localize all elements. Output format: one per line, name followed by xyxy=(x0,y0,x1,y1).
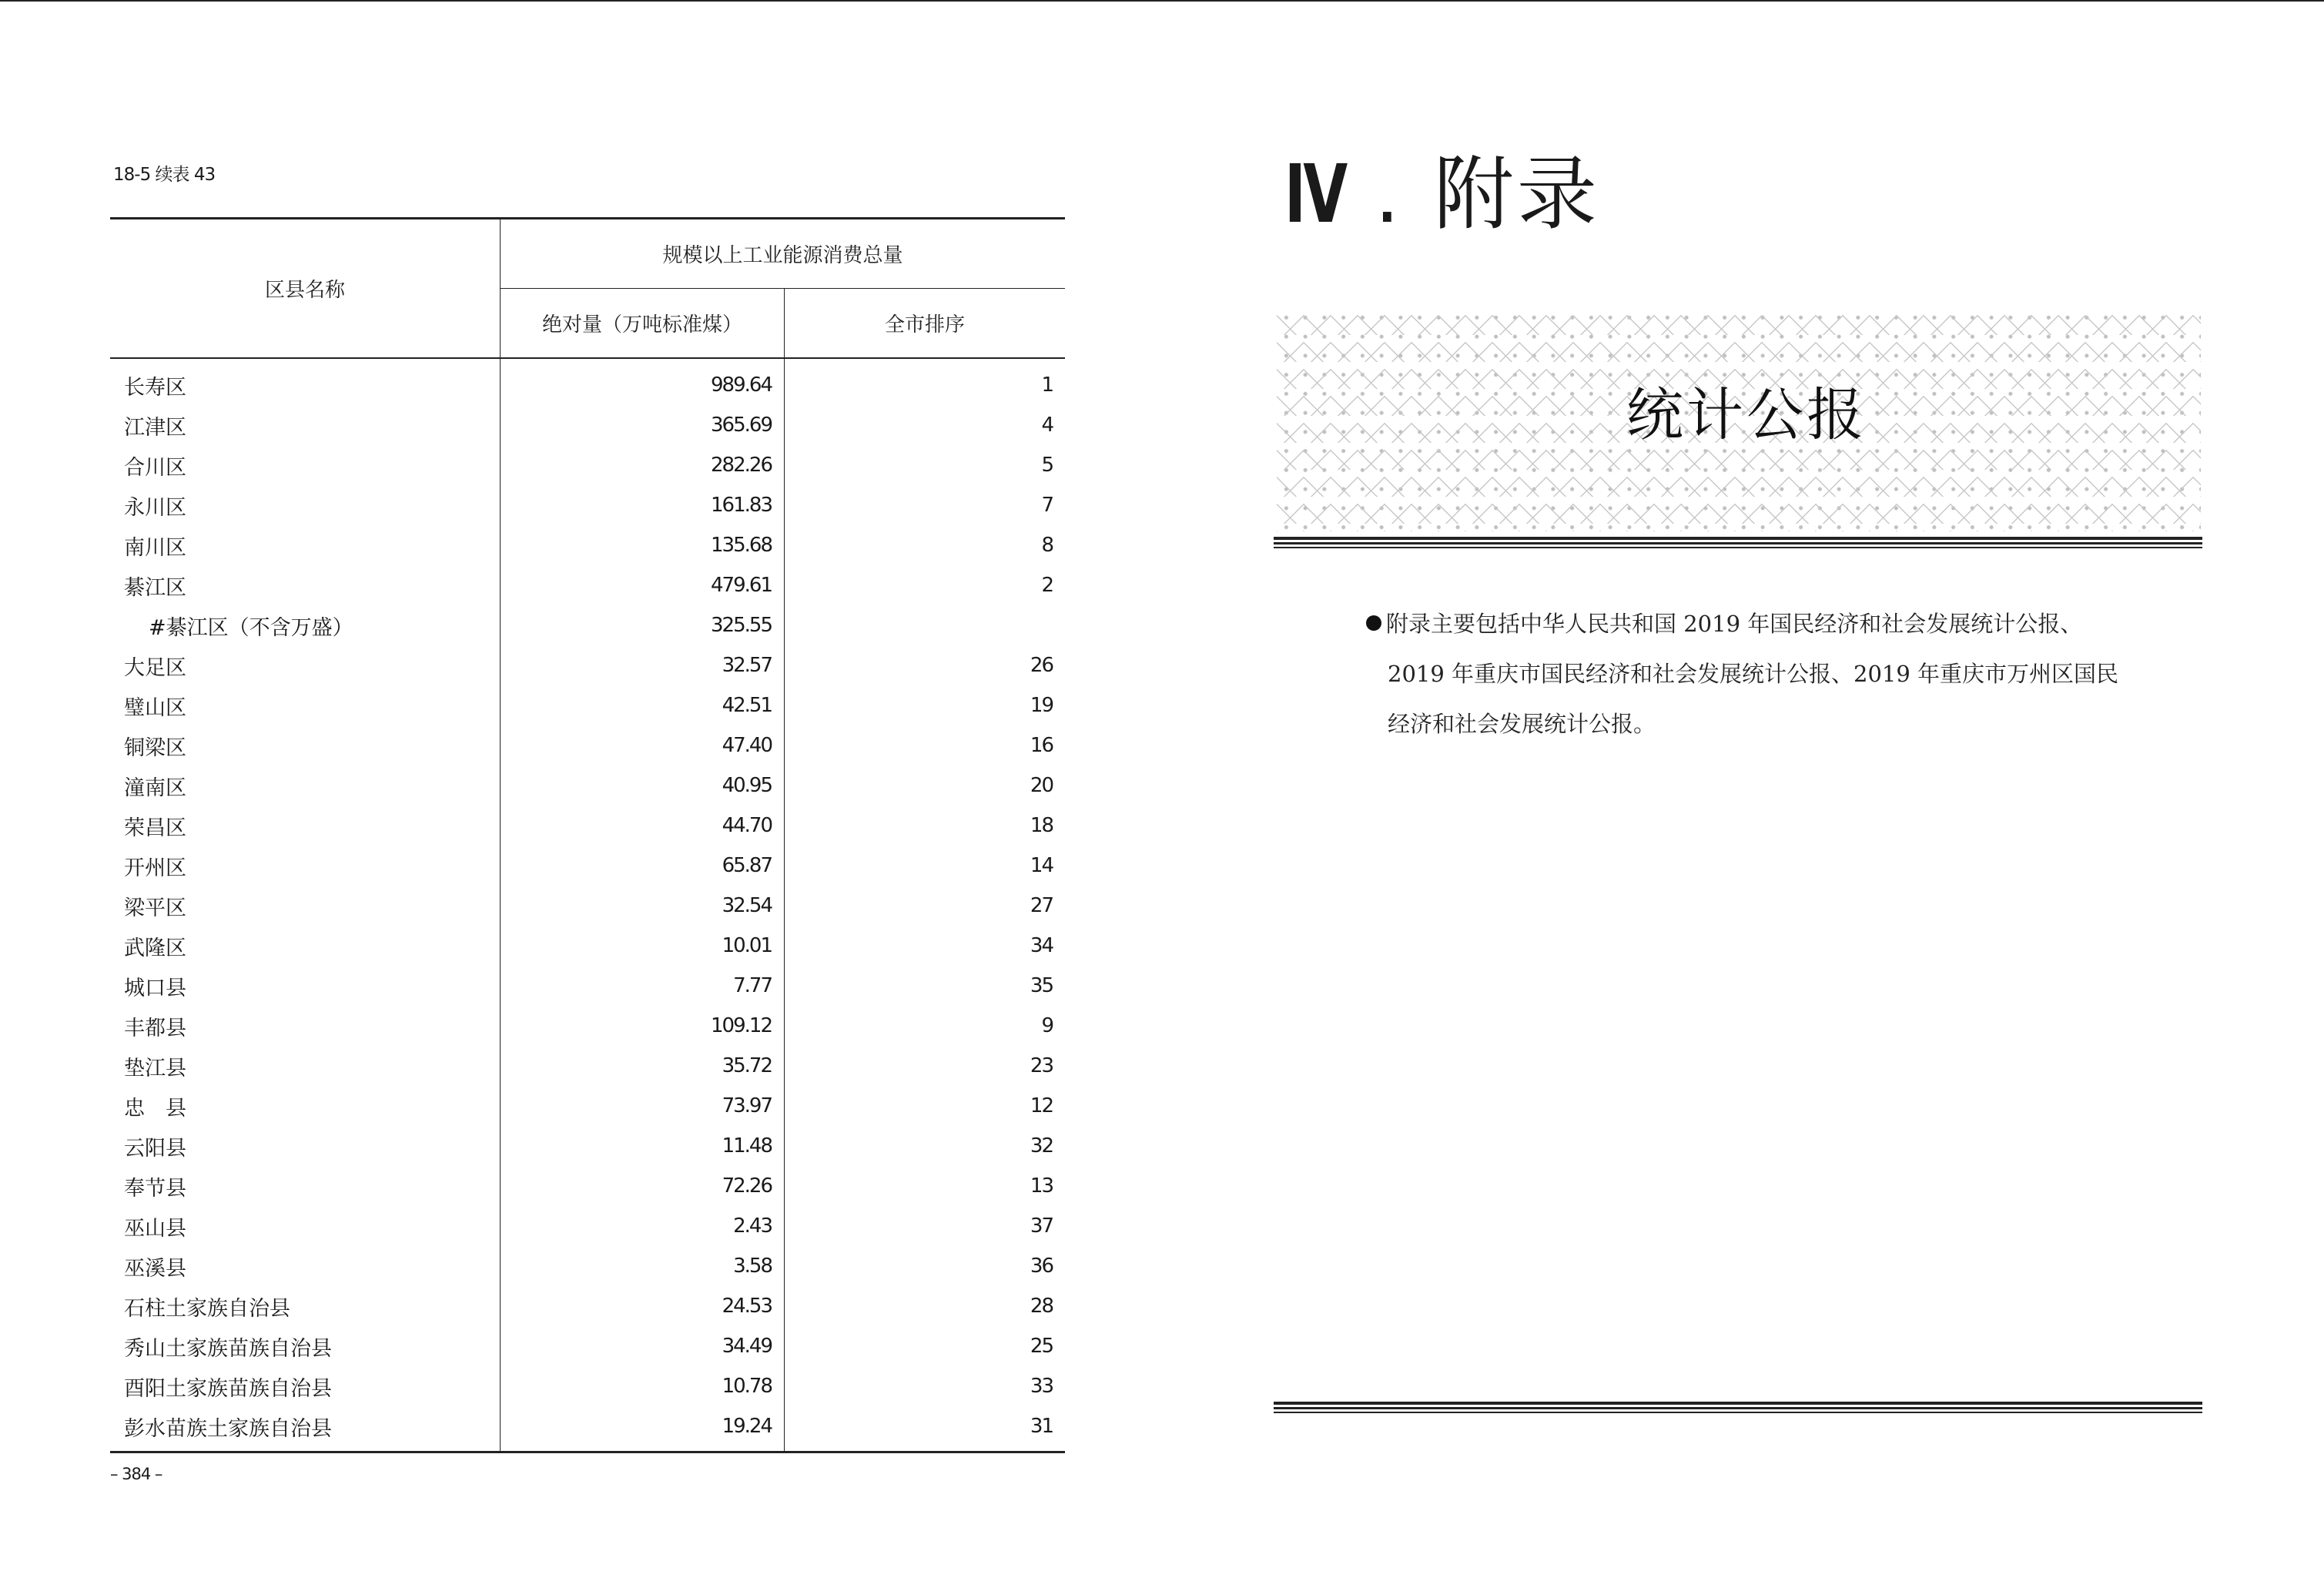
district-name-cell: 酉阳土家族苗族自治县 xyxy=(110,1366,501,1406)
city-rank-cell: 34 xyxy=(1030,934,1053,957)
city-rank-cell: 35 xyxy=(1030,974,1053,997)
banner-title: 统计公报 xyxy=(1626,382,1867,448)
district-name-cell: 开州区 xyxy=(110,846,501,886)
district-name-cell: 永川区 xyxy=(110,485,501,525)
city-rank-cell: 1 xyxy=(1041,374,1053,397)
appendix-note xyxy=(1366,599,2144,749)
district-name-cell: 垫江县 xyxy=(110,1046,501,1086)
district-name-cell: 长寿区 xyxy=(110,358,501,405)
banner-bottom-rule xyxy=(1274,537,2202,548)
district-name-cell: 合川区 xyxy=(110,445,501,485)
city-rank-cell: 36 xyxy=(1030,1255,1053,1278)
table-row xyxy=(110,1286,1065,1326)
city-rank-cell: 19 xyxy=(1030,694,1053,717)
table-row xyxy=(110,1006,1065,1046)
city-rank-cell: 33 xyxy=(1030,1375,1053,1398)
table-row xyxy=(110,405,1065,445)
district-name-cell: 奉节县 xyxy=(110,1166,501,1206)
section-dot: . xyxy=(1374,147,1403,241)
city-rank-cell: 4 xyxy=(1041,414,1053,437)
table-row xyxy=(110,1366,1065,1406)
absolute-value-cell: 3.58 xyxy=(501,1246,785,1286)
table-row xyxy=(110,1086,1065,1126)
absolute-value-cell: 2.43 xyxy=(501,1206,785,1246)
city-rank-cell: 18 xyxy=(1030,814,1053,837)
table-caption: 18-5 续表 43 xyxy=(113,165,216,185)
table-row xyxy=(110,1406,1065,1452)
city-rank-cell: 32 xyxy=(1030,1134,1053,1157)
district-name-cell: 巫溪县 xyxy=(110,1246,501,1286)
section-numeral: Ⅳ xyxy=(1284,147,1340,241)
district-name-cell: 南川区 xyxy=(110,525,501,565)
city-rank-cell: 5 xyxy=(1041,454,1053,477)
city-rank-cell: 13 xyxy=(1030,1174,1053,1198)
absolute-value-cell: 34.49 xyxy=(501,1326,785,1366)
district-name-cell: 璧山区 xyxy=(110,685,501,725)
district-name-cell: 石柱土家族自治县 xyxy=(110,1286,501,1326)
table-row xyxy=(110,1326,1065,1366)
district-name-cell: 綦江区 xyxy=(110,565,501,605)
section-title: 附录 xyxy=(1433,147,1600,241)
absolute-value-cell: 135.68 xyxy=(501,525,785,565)
district-name-cell: 江津区 xyxy=(110,405,501,445)
absolute-value-cell: 32.57 xyxy=(501,645,785,685)
table-row xyxy=(110,846,1065,886)
city-rank-cell: 9 xyxy=(1041,1014,1053,1037)
absolute-value-cell: 72.26 xyxy=(501,1166,785,1206)
absolute-value-cell: 365.69 xyxy=(501,405,785,445)
top-border-line xyxy=(0,0,2324,2)
table-row xyxy=(110,1166,1065,1206)
district-name-cell: #綦江区（不含万盛） xyxy=(110,605,501,645)
absolute-value-cell: 109.12 xyxy=(501,1006,785,1046)
district-name-cell: 铜梁区 xyxy=(110,725,501,766)
table-row xyxy=(110,806,1065,846)
district-name-cell: 丰都县 xyxy=(110,1006,501,1046)
absolute-value-cell: 32.54 xyxy=(501,886,785,926)
banner-pattern-box xyxy=(1277,308,2201,531)
header-city-rank: 全市排序 xyxy=(785,289,1066,359)
table-row xyxy=(110,725,1065,766)
absolute-value-cell: 73.97 xyxy=(501,1086,785,1126)
bullet-icon xyxy=(1366,615,1381,631)
table-row xyxy=(110,445,1065,485)
district-name-cell: 城口县 xyxy=(110,966,501,1006)
absolute-value-cell: 282.26 xyxy=(501,445,785,485)
absolute-value-cell: 161.83 xyxy=(501,485,785,525)
absolute-value-cell: 40.95 xyxy=(501,766,785,806)
district-name-cell: 彭水苗族土家族自治县 xyxy=(110,1406,501,1452)
absolute-value-cell: 65.87 xyxy=(501,846,785,886)
absolute-value-cell: 47.40 xyxy=(501,725,785,766)
absolute-value-cell: 479.61 xyxy=(501,565,785,605)
city-rank-cell: 20 xyxy=(1030,774,1053,797)
table-row xyxy=(110,485,1065,525)
section-heading xyxy=(1284,147,1600,241)
header-district-name: 区县名称 xyxy=(110,219,501,359)
table-body xyxy=(110,358,1065,1452)
table-row xyxy=(110,886,1065,926)
absolute-value-cell: 11.48 xyxy=(501,1126,785,1166)
district-name-cell: 云阳县 xyxy=(110,1126,501,1166)
city-rank-cell: 16 xyxy=(1030,734,1053,757)
table-row xyxy=(110,1046,1065,1086)
header-energy-group: 规模以上工业能源消费总量 xyxy=(501,219,1066,289)
district-name-cell: 武隆区 xyxy=(110,926,501,966)
table-row xyxy=(110,766,1065,806)
city-rank-cell: 37 xyxy=(1030,1214,1053,1238)
district-name-cell: 大足区 xyxy=(110,645,501,685)
table-row xyxy=(110,685,1065,725)
table-row xyxy=(110,926,1065,966)
absolute-value-cell: 19.24 xyxy=(501,1406,785,1452)
table-row xyxy=(110,358,1065,405)
note-line-3: 经济和社会发展统计公报。 xyxy=(1388,711,1656,737)
table-row xyxy=(110,605,1065,645)
absolute-value-cell: 10.78 xyxy=(501,1366,785,1406)
city-rank-cell: 7 xyxy=(1041,494,1053,517)
absolute-value-cell: 35.72 xyxy=(501,1046,785,1086)
district-name-cell: 梁平区 xyxy=(110,886,501,926)
district-name-cell: 潼南区 xyxy=(110,766,501,806)
city-rank-cell: 25 xyxy=(1030,1335,1053,1358)
district-name-cell: 秀山土家族苗族自治县 xyxy=(110,1326,501,1366)
city-rank-cell: 28 xyxy=(1030,1295,1053,1318)
city-rank-cell xyxy=(785,605,1066,645)
energy-consumption-table xyxy=(110,217,1065,1453)
city-rank-cell: 23 xyxy=(1030,1054,1053,1077)
absolute-value-cell: 325.55 xyxy=(501,605,785,645)
header-absolute-value: 绝对量（万吨标准煤） xyxy=(501,289,785,359)
district-name-cell: 巫山县 xyxy=(110,1206,501,1246)
city-rank-cell: 2 xyxy=(1041,574,1053,597)
absolute-value-cell: 42.51 xyxy=(501,685,785,725)
table-row xyxy=(110,565,1065,605)
table-row xyxy=(110,966,1065,1006)
city-rank-cell: 27 xyxy=(1030,894,1053,917)
absolute-value-cell: 989.64 xyxy=(501,358,785,405)
note-line-1: 附录主要包括中华人民共和国 2019 年国民经济和社会发展统计公报、 xyxy=(1386,611,2083,637)
absolute-value-cell: 7.77 xyxy=(501,966,785,1006)
table-row xyxy=(110,645,1065,685)
table-row xyxy=(110,525,1065,565)
city-rank-cell: 8 xyxy=(1041,534,1053,557)
city-rank-cell: 26 xyxy=(1030,654,1053,677)
page-bottom-rule xyxy=(1274,1402,2202,1413)
table-row xyxy=(110,1246,1065,1286)
table-row xyxy=(110,1126,1065,1166)
absolute-value-cell: 24.53 xyxy=(501,1286,785,1326)
district-name-cell: 荣昌区 xyxy=(110,806,501,846)
table-row xyxy=(110,1206,1065,1246)
absolute-value-cell: 44.70 xyxy=(501,806,785,846)
page-number: – 384 – xyxy=(110,1465,162,1483)
city-rank-cell: 12 xyxy=(1030,1094,1053,1117)
district-name-cell: 忠 县 xyxy=(110,1086,501,1126)
city-rank-cell: 31 xyxy=(785,1406,1066,1452)
note-line-2: 2019 年重庆市国民经济和社会发展统计公报、2019 年重庆市万州区国民 xyxy=(1388,661,2119,687)
city-rank-cell: 14 xyxy=(1030,854,1053,877)
absolute-value-cell: 10.01 xyxy=(501,926,785,966)
